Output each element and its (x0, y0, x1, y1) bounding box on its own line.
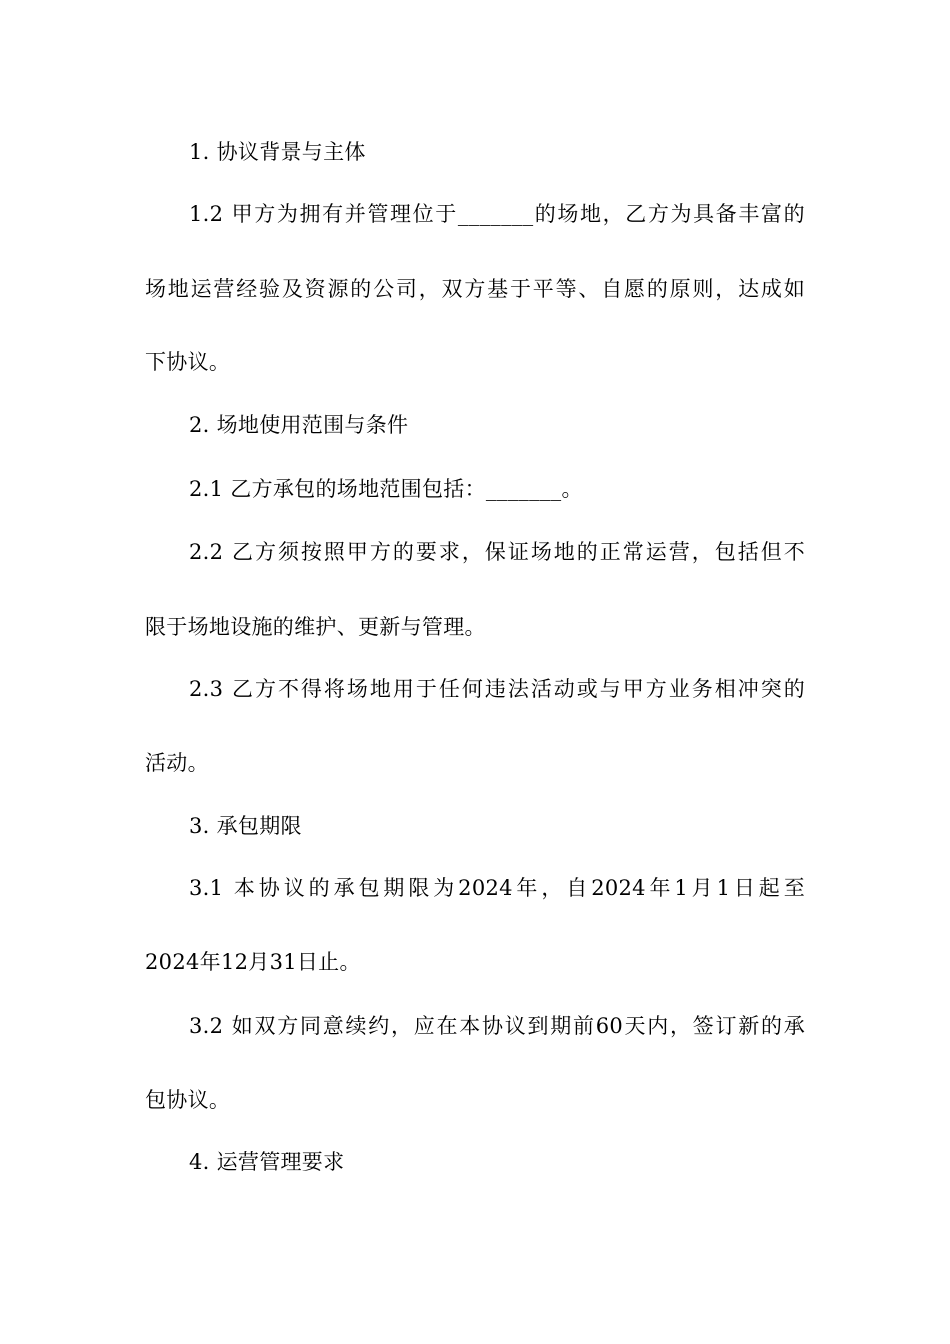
clause-3-1-line-2: 2024年12月31日止。 (145, 950, 361, 974)
section-heading-4: 4. 运营管理要求 (189, 1150, 345, 1174)
clause-2-1: 2.1 乙方承包的场地范围包括：_______。 (189, 477, 583, 501)
clause-3-2-line-2: 包协议。 (145, 1088, 231, 1112)
clause-3-2-line-1: 3.2 如双方同意续约，应在本协议到期前60天内，签订新的承 (189, 1014, 805, 1038)
clause-1-2-line-3: 下协议。 (145, 350, 231, 374)
clause-1-2-line-2: 场地运营经验及资源的公司，双方基于平等、自愿的原则，达成如 (145, 277, 805, 301)
clause-3-1-line-1: 3.1 本协议的承包期限为2024年，自2024年1月1日起至 (189, 876, 805, 900)
section-heading-2: 2. 场地使用范围与条件 (189, 413, 409, 437)
section-heading-1: 1. 协议背景与主体 (189, 140, 366, 164)
section-heading-3: 3. 承包期限 (189, 814, 302, 838)
clause-1-2-line-1: 1.2 甲方为拥有并管理位于_______的场地，乙方为具备丰富的 (189, 202, 805, 226)
clause-2-2-line-1: 2.2 乙方须按照甲方的要求，保证场地的正常运营，包括但不 (189, 540, 805, 564)
clause-2-3-line-2: 活动。 (145, 751, 209, 775)
clause-2-2-line-2: 限于场地设施的维护、更新与管理。 (145, 615, 486, 639)
clause-2-3-line-1: 2.3 乙方不得将场地用于任何违法活动或与甲方业务相冲突的 (189, 677, 805, 701)
